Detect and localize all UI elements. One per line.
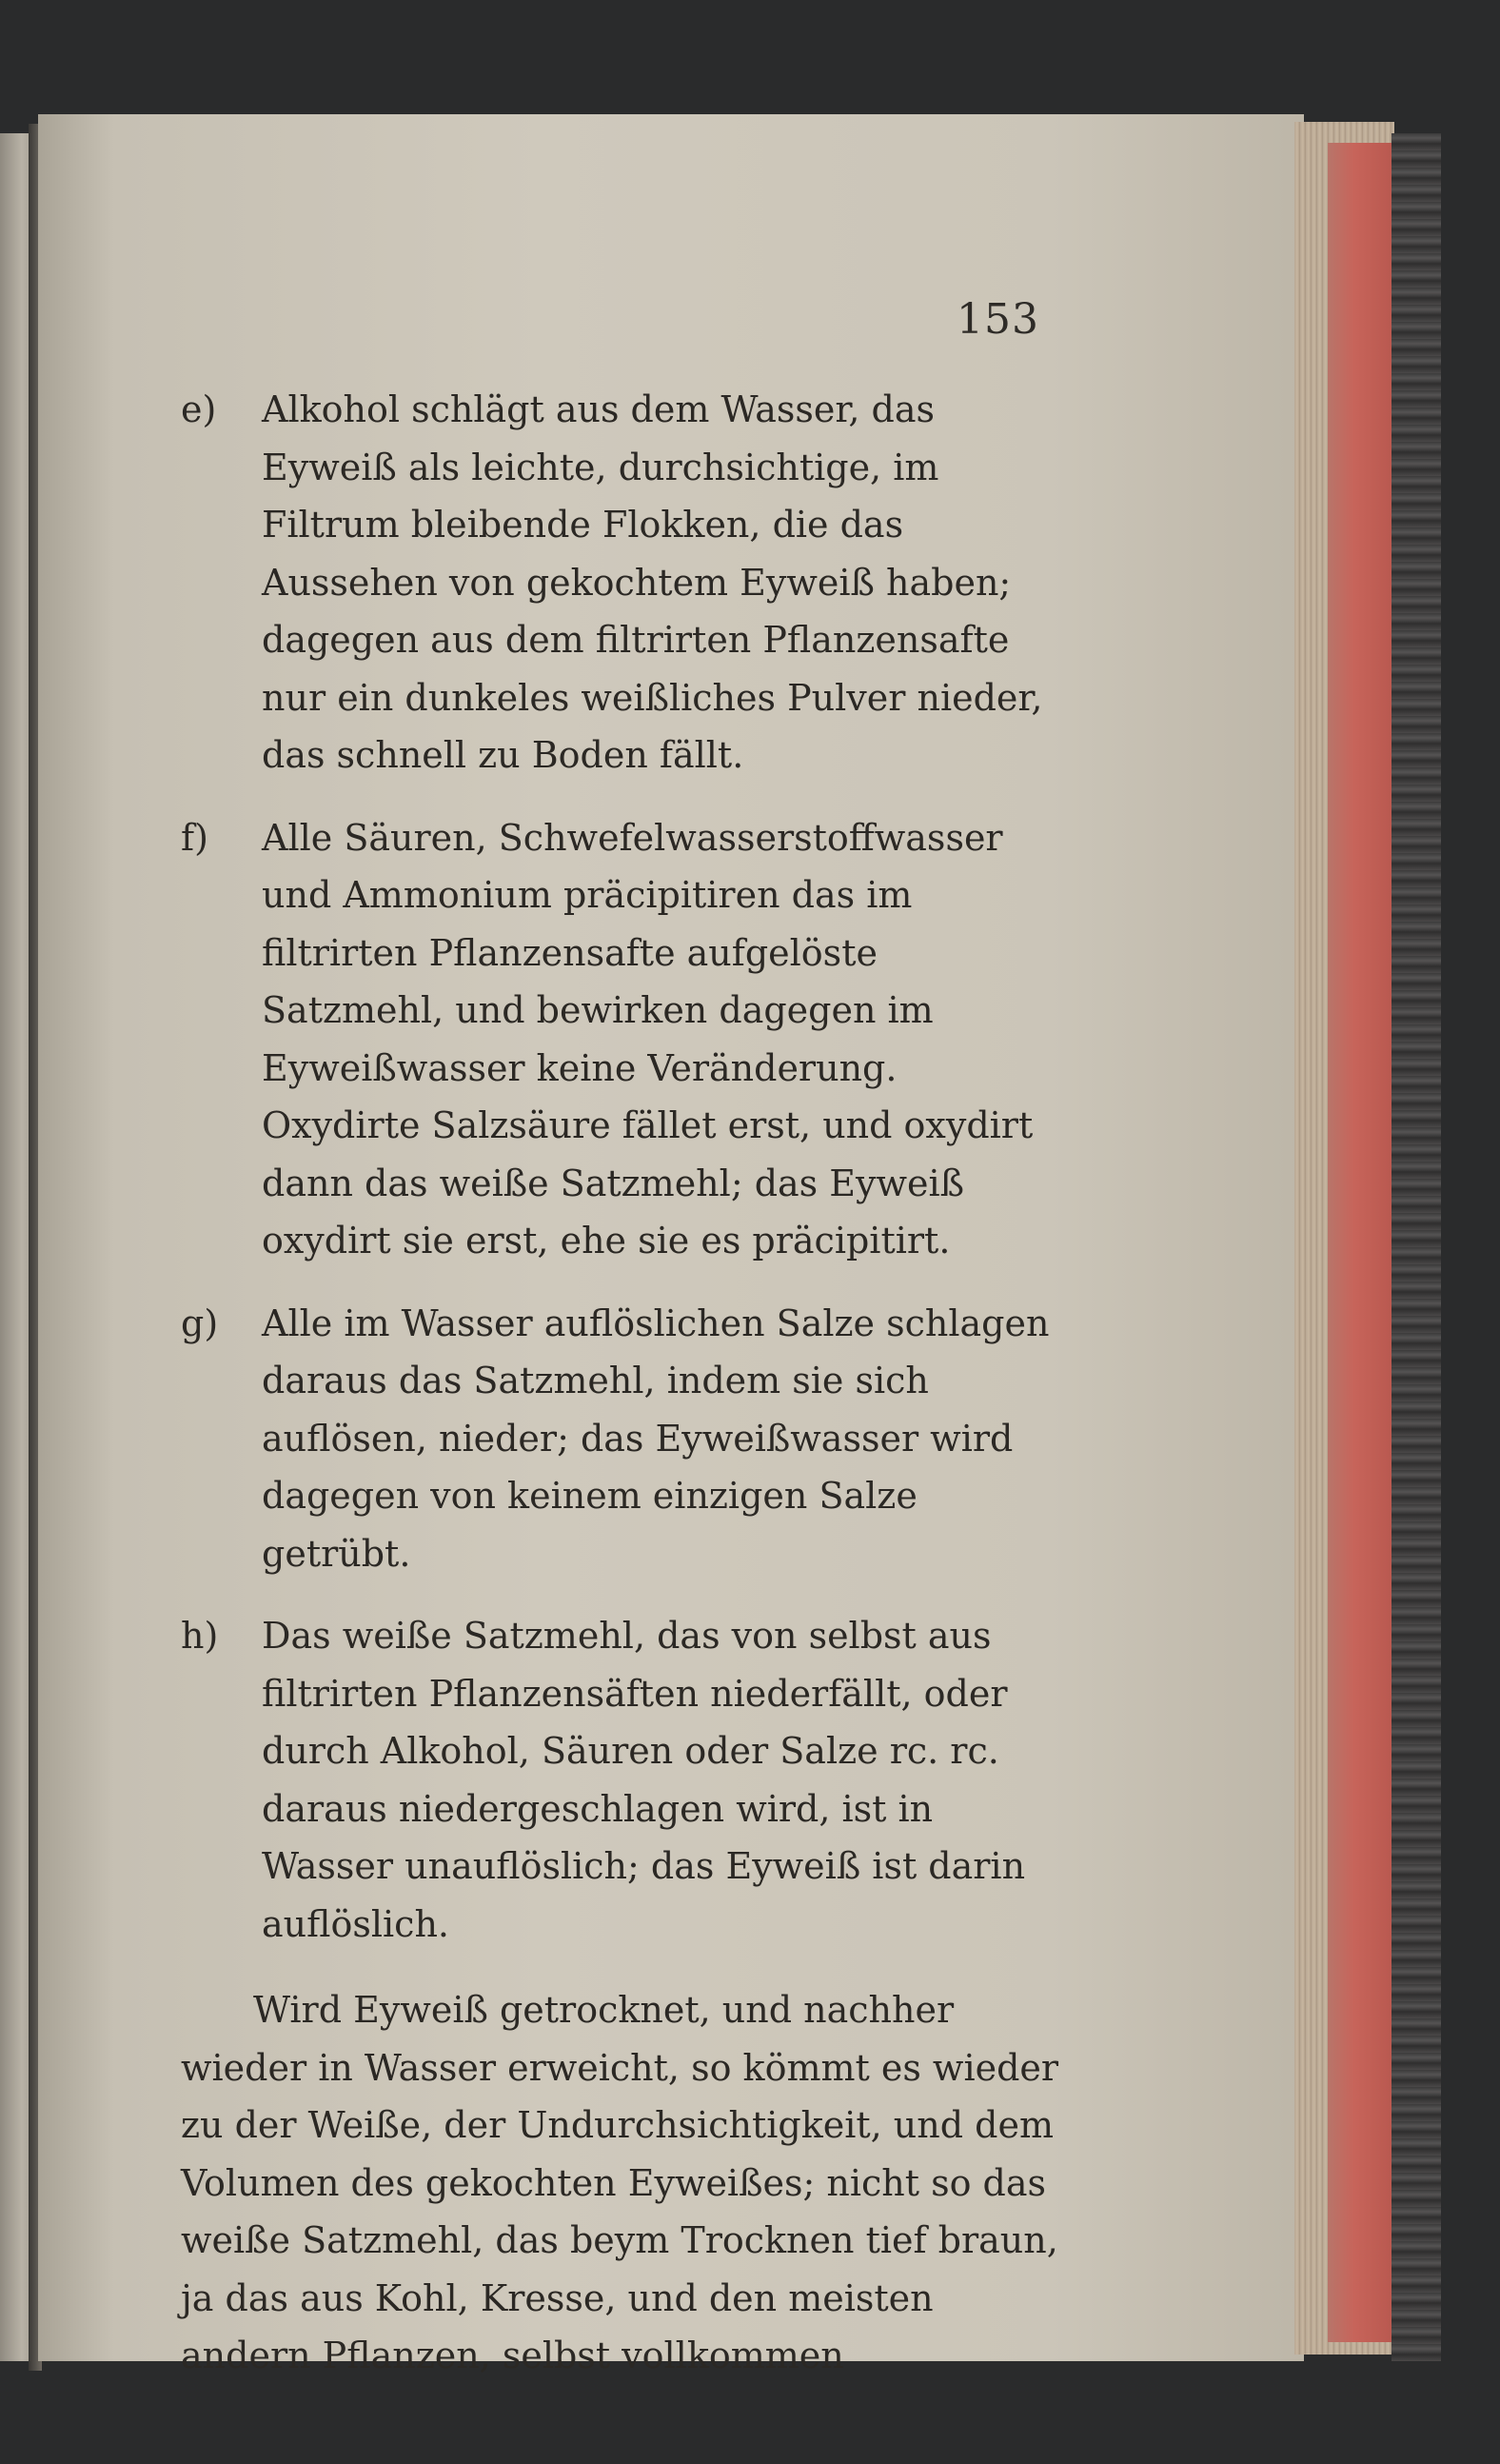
closing-paragraph: Wird Eyweiß getrocknet, und nachher wieder in Wasser erweicht, so kömmt es wieder zu der Weiße, der Undurchsichtigkeit, und dem Volumen des gekochten Eyweißes; nicht so das weiße Satzmehl, das beym Trocknen tief braun, ja das aus Kohl, Kresse, und den meisten andern Pflanzen, selbst vollkommen: [181, 1989, 1059, 2376]
list-marker: h): [181, 1615, 219, 1657]
list-item-text: Das weiße Satzmehl, das von selbst aus filtrirten Pflanzensäften niederfällt, oder durch Alkohol, Säuren oder Salze rc. rc. daraus niedergeschlagen wird, ist in Wasser unauflöslich; das Eyweiß ist darin auflöslich.: [262, 1615, 1026, 1945]
list-item: [181, 809, 1066, 1270]
list-marker: f): [181, 816, 208, 859]
list-item-text: Alle Säuren, Schwefelwasserstoffwasser und Ammonium präcipitiren das im filtrirten Pflanzensafte aufgelöste Satzmehl, und bewirken dagegen im Eyweißwasser keine Veränderung. Oxydirte Salzsäure fället erst, und oxydirt dann das weiße Satzmehl; das Eyweiß oxydirt sie erst, ehe sie es präcipitirt.: [262, 816, 1034, 1262]
list-item-text: Alkohol schlägt aus dem Wasser, das Eyweiß als leichte, durchsichtige, im Filtrum bleibende Flokken, die das Aussehen von gekochtem Eyweiß haben; dagegen aus dem filtrirten Pflanzensafte nur ein dunkeles weißliches Pulver nieder, das schnell zu Boden fällt.: [262, 388, 1043, 776]
book-cover: [1391, 133, 1441, 2361]
list-item: [181, 381, 1066, 785]
list-item: [181, 1295, 1066, 1583]
page-number: 153: [957, 295, 1039, 344]
page-text: [181, 381, 1066, 2385]
list-item-text: Alle im Wasser auflöslichen Salze schlagen daraus das Satzmehl, indem sie sich auflösen, nieder; das Eyweißwasser wird dagegen von keinem einzigen Salze getrübt.: [262, 1302, 1050, 1575]
red-page-edge: [1328, 143, 1394, 2342]
list-marker: e): [181, 388, 217, 430]
list-marker: g): [181, 1302, 219, 1344]
list-item: [181, 1607, 1066, 1953]
